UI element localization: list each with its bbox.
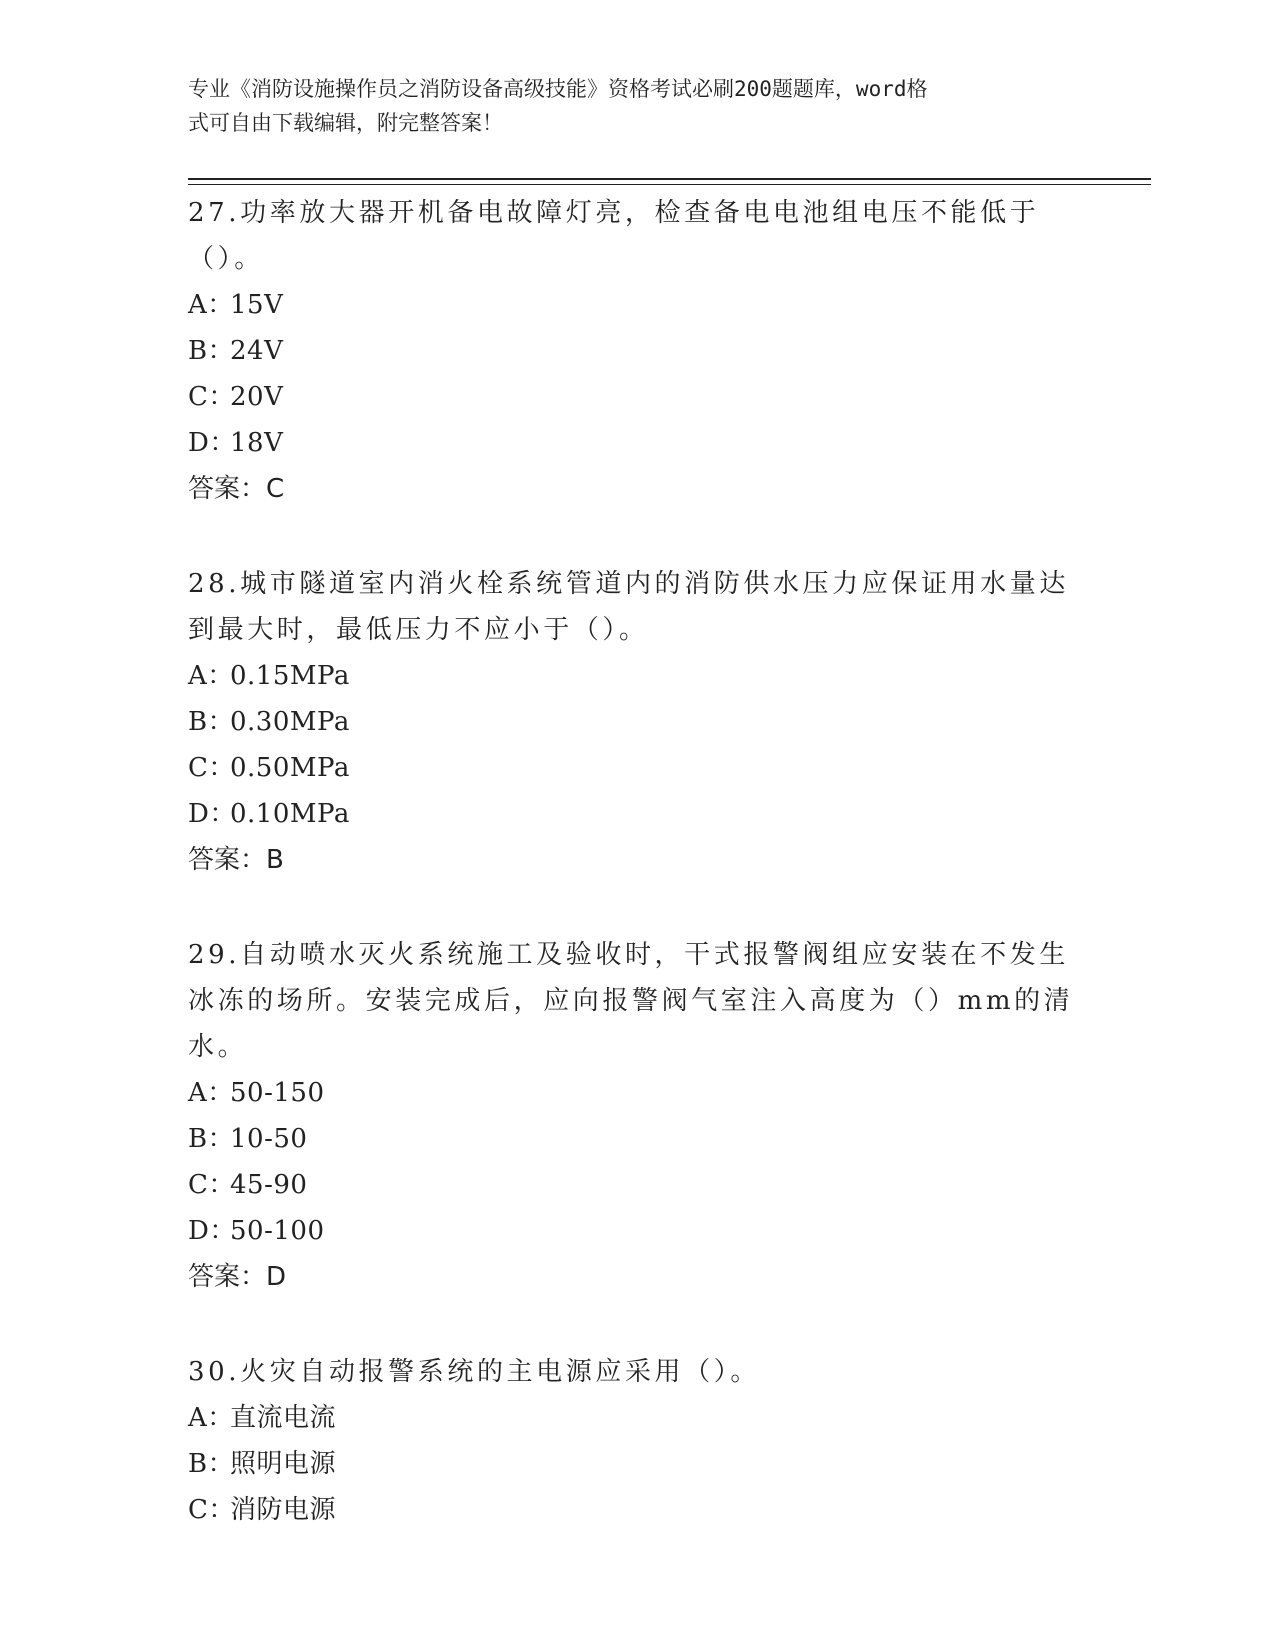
option-b xyxy=(188,1116,1088,1162)
option-d xyxy=(188,791,1088,837)
question-text: 27.功率放大器开机备电故障灯亮，检查备电电池组电压不能低于（）。 xyxy=(188,198,1040,274)
option-key: C： xyxy=(188,753,235,783)
option-value: 20V xyxy=(230,382,284,412)
option-value: 0.50MPa xyxy=(230,753,350,783)
option-value: 消防电源 xyxy=(230,1495,337,1525)
option-key: B： xyxy=(188,1124,235,1154)
option-value: 15V xyxy=(230,290,284,320)
answer-text: 答案：D xyxy=(188,1262,287,1292)
option-key: C： xyxy=(188,382,235,412)
question-list xyxy=(188,190,1088,1582)
option-value: 50-150 xyxy=(230,1078,325,1108)
option-a xyxy=(188,1070,1088,1116)
option-key: C： xyxy=(188,1170,235,1200)
question-29 xyxy=(188,932,1088,1300)
option-c xyxy=(188,745,1088,791)
question-text: 28.城市隧道室内消火栓系统管道内的消防供水压力应保证用水量达到最大时，最低压力不应小于（）。 xyxy=(188,569,1069,645)
option-key: A： xyxy=(188,1078,234,1108)
option-value: 10-50 xyxy=(230,1124,308,1154)
option-b xyxy=(188,699,1088,745)
question-28 xyxy=(188,561,1088,883)
option-key: D： xyxy=(188,799,236,829)
question-text: 30.火灾自动报警系统的主电源应采用（）。 xyxy=(188,1357,760,1387)
option-b xyxy=(188,1441,1088,1487)
option-value: 0.30MPa xyxy=(230,707,350,737)
header-divider-thin xyxy=(188,184,1151,185)
option-c xyxy=(188,1487,1088,1533)
option-value: 0.15MPa xyxy=(230,661,350,691)
option-key: C： xyxy=(188,1495,235,1525)
option-value: 45-90 xyxy=(230,1170,308,1200)
question-27 xyxy=(188,190,1088,512)
option-key: A： xyxy=(188,290,234,320)
option-value: 18V xyxy=(230,428,284,458)
option-a xyxy=(188,653,1088,699)
option-key: B： xyxy=(188,1449,235,1479)
header-line-2: 式可自由下载编辑，附完整答案！ xyxy=(188,111,503,135)
option-d xyxy=(188,420,1088,466)
answer-text: 答案：B xyxy=(188,845,284,875)
header-divider-thick xyxy=(188,178,1151,180)
option-d xyxy=(188,1208,1088,1254)
option-key: A： xyxy=(188,661,234,691)
option-value: 50-100 xyxy=(230,1216,325,1246)
option-value: 直流电流 xyxy=(230,1403,337,1433)
document-header xyxy=(188,72,1088,140)
option-value: 0.10MPa xyxy=(230,799,350,829)
option-value: 24V xyxy=(230,336,284,366)
answer-text: 答案：C xyxy=(188,474,285,504)
option-a xyxy=(188,1395,1088,1441)
option-b xyxy=(188,328,1088,374)
option-key: B： xyxy=(188,707,235,737)
option-key: D： xyxy=(188,1216,236,1246)
question-30 xyxy=(188,1349,1088,1533)
option-key: A： xyxy=(188,1403,234,1433)
option-key: B： xyxy=(188,336,235,366)
option-key: D： xyxy=(188,428,236,458)
option-c xyxy=(188,374,1088,420)
option-value: 照明电源 xyxy=(230,1449,337,1479)
question-text: 29.自动喷水灭火系统施工及验收时，干式报警阀组应安装在不发生冰冻的场所。安装完成后，应向报警阀气室注入高度为（）mm的清水。 xyxy=(188,940,1074,1062)
option-c xyxy=(188,1162,1088,1208)
option-a xyxy=(188,282,1088,328)
header-line-1: 专业《消防设施操作员之消防设备高级技能》资格考试必刷200题题库，word格 xyxy=(188,77,928,101)
